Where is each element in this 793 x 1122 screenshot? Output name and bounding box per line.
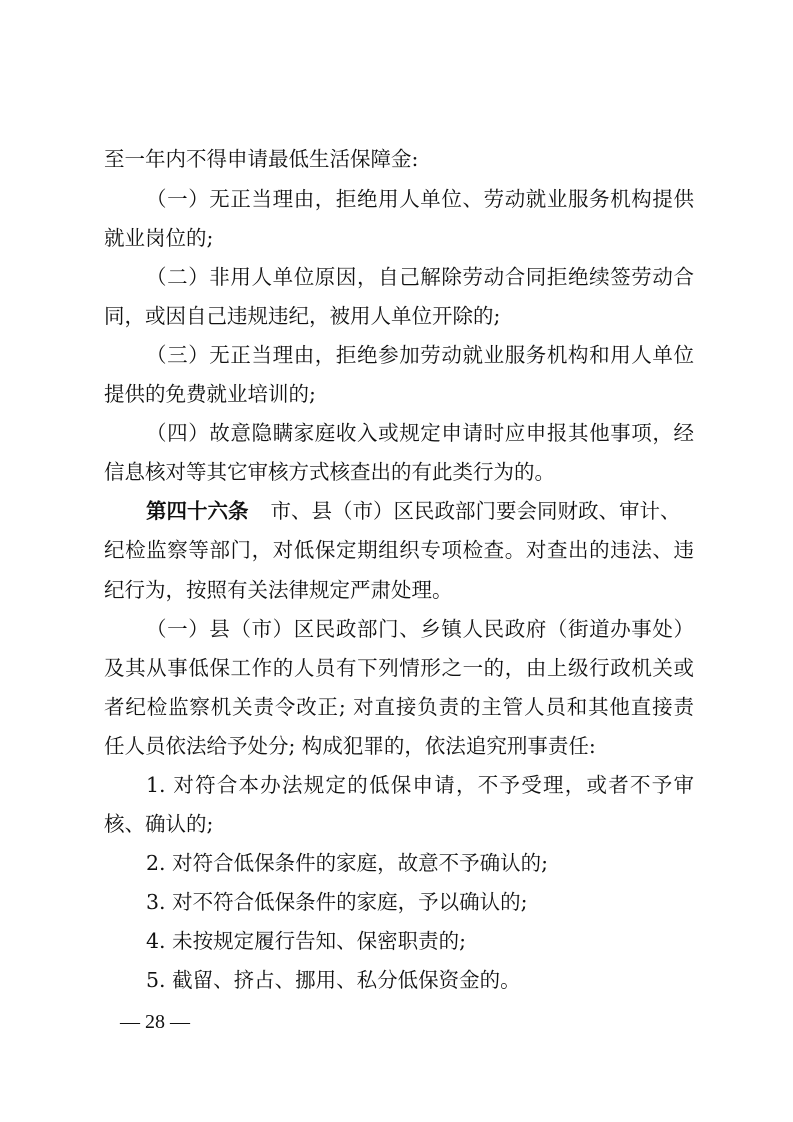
body-line: 者纪检监察机关责令改正; 对直接负责的主管人员和其他直接责 (104, 695, 694, 719)
body-line: 信息核对等其它审核方式核查出的有此类行为的。 (104, 460, 555, 484)
body-line: 至一年内不得申请最低生活保障金: (104, 147, 419, 171)
body-line: 同，或因自己违规违纪，被用人单位开除的; (104, 304, 501, 328)
body-line: 及其从事低保工作的人员有下列情形之一的，由上级行政机关或 (104, 656, 694, 680)
article-heading: 第四十六条 (146, 499, 249, 523)
numbered-item-2: 2. 对符合低保条件的家庭，故意不予确认的; (146, 851, 548, 875)
body-line: 纪行为，按照有关法律规定严肃处理。 (104, 578, 453, 602)
body-line: 核、确认的; (104, 812, 214, 836)
numbered-item-3: 3. 对不符合低保条件的家庭，予以确认的; (146, 890, 528, 914)
list-item-2: （二）非用人单位原因，自己解除劳动合同拒绝续签劳动合 (146, 265, 694, 289)
body-line: 纪检监察等部门，对低保定期组织专项检查。对查出的违法、违 (104, 538, 694, 562)
list-item-3: （三）无正当理由，拒绝参加劳动就业服务机构和用人单位 (146, 343, 694, 367)
numbered-item-4: 4. 未按规定履行告知、保密职责的; (146, 929, 466, 953)
article-text: 市、县（市）区民政部门要会同财政、审计、 (270, 499, 681, 523)
list-item-1: （一）无正当理由，拒绝用人单位、劳动就业服务机构提供 (146, 187, 694, 211)
section-item-1: （一）县（市）区民政部门、乡镇人民政府（街道办事处） (146, 617, 694, 641)
body-line: 提供的免费就业培训的; (104, 382, 316, 406)
list-item-4: （四）故意隐瞒家庭收入或规定申请时应申报其他事项，经 (146, 421, 694, 445)
numbered-item-1: 1. 对符合本办法规定的低保申请，不予受理，或者不予审 (146, 773, 694, 797)
article-paragraph (146, 495, 694, 527)
page-number: — 28 — (120, 1011, 190, 1033)
body-line: 就业岗位的; (104, 226, 214, 250)
numbered-item-5: 5. 截留、挤占、挪用、私分低保资金的。 (146, 968, 521, 992)
body-line: 任人员依法给予处分; 构成犯罪的，依法追究刑事责任: (104, 734, 596, 758)
